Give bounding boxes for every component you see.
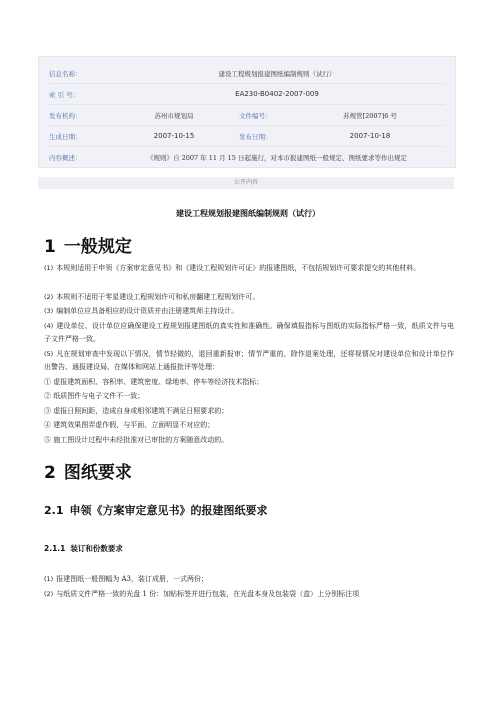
info-row-summary xyxy=(49,147,445,168)
info-card xyxy=(38,56,456,168)
para-marker: (1) xyxy=(44,575,54,583)
para-marker: (1) xyxy=(44,264,54,272)
info-pub-value: 2007-10-18 xyxy=(295,126,445,147)
para-text: 凡在规划审查中发现以下情况，情节轻微的，退回重新报审；情节严重的，除作退案处理，还将视情况对建设单位和设计单位作出警告、通报建设局、在媒体和网站上通报批评等处理： xyxy=(44,350,454,371)
s211-para-2 xyxy=(44,588,454,601)
s1-item-2: ② 纸质图件与电子文件不一致； xyxy=(44,392,145,400)
document-title: 建设工程规划报建图纸编制规则（试行） xyxy=(176,208,320,218)
para-marker: (4) xyxy=(44,322,54,330)
info-docno-label: 文件编号： xyxy=(239,105,295,126)
s1-item-1: ① 虚报建筑面积、容积率、建筑密度、绿地率、停车等经济技术指标； xyxy=(44,378,264,386)
para-text: 本规则不适用于零星建设工程规划许可和私房翻建工程规划许可。 xyxy=(56,293,260,301)
info-row-dates xyxy=(49,126,445,147)
info-org-label: 发布机构： xyxy=(49,105,109,126)
para-text: 报建图纸一般图幅为 A3，装订成册，一式两份； xyxy=(56,575,208,583)
section-2-1-number: 2.1 xyxy=(44,504,64,517)
section-2-title: 图纸要求 xyxy=(63,463,132,483)
info-table xyxy=(49,63,445,167)
info-row-name xyxy=(49,63,445,84)
section-2-1-1-title: 装订和份数要求 xyxy=(70,544,123,553)
para-text: 本规则适用于申领《方案审定意见书》和《建设工程规划许可证》的报建图纸，不包括规划许可要求提交的其他材料。 xyxy=(56,264,421,272)
info-row-org xyxy=(49,105,445,126)
para-marker: (2) xyxy=(44,590,54,598)
section-2-number: 2 xyxy=(44,463,56,483)
s1-para-1 xyxy=(44,262,454,275)
s1-item-4: ④ 建筑效果图弄虚作假，与平面、立面明显不对应的； xyxy=(44,421,215,429)
para-marker: (2) xyxy=(44,293,54,301)
public-content-bar: 公开内容 xyxy=(38,177,454,189)
section-2-1-heading xyxy=(44,502,268,518)
info-summary-value: 《规则》自 2007 年 11 月 15 日起施行，对本市报建图纸一般规定、图纸要求等作出规定 xyxy=(147,153,407,162)
section-1-title: 一般规定 xyxy=(63,237,132,257)
section-2-1-1-heading xyxy=(44,543,123,554)
info-name-label: 信息名称： xyxy=(49,63,109,84)
info-index-value: EA230-B0402-2007-009 xyxy=(109,84,445,105)
info-row-index xyxy=(49,84,445,105)
s1-para-5 xyxy=(44,348,454,374)
para-text: 与纸质文件严格一致的光盘 1 份：加贴标签并进行包装，在光盘本身及包装袋（盒）上分别标注项 xyxy=(56,590,360,598)
s1-item-5: ⑤ 施工图设计过程中未经批准对已审批的方案随意改动的。 xyxy=(44,436,229,444)
s1-para-3 xyxy=(44,305,454,318)
info-created-value: 2007-10-15 xyxy=(109,126,239,147)
info-created-label: 生成日期： xyxy=(49,126,109,147)
info-name-value: 建设工程规划报建图纸编制规则（试行） xyxy=(109,63,445,84)
s1-item-3: ③ 虚报日照间距，造成自身或相邻建筑不满足日照要求的； xyxy=(44,407,229,415)
section-1-number: 1 xyxy=(44,237,56,257)
para-text: 编制单位应具备相应的设计资质并由注册建筑师主持设计。 xyxy=(56,307,239,315)
info-docno-value: 苏规管[2007]6 号 xyxy=(295,105,445,126)
info-summary-label: 内容概述： xyxy=(49,153,82,162)
info-org-value: 苏州市规划局 xyxy=(109,105,239,126)
section-2-heading xyxy=(44,458,132,483)
section-2-1-title: 申领《方案审定意见书》的报建图纸要求 xyxy=(69,504,268,517)
para-marker: (5) xyxy=(44,350,54,358)
section-2-1-1-number: 2.1.1 xyxy=(44,544,66,553)
para-marker: (3) xyxy=(44,307,54,315)
info-pub-label: 发布日期： xyxy=(239,126,295,147)
s211-para-1 xyxy=(44,573,454,586)
section-1-heading xyxy=(44,232,132,257)
para-text: 建设单位、设计单位应确保建设工程规划报建图纸的真实性和准确性。确保填报指标与图纸的实际指标严格一致，纸质文件与电子文件严格一致。 xyxy=(44,322,454,343)
s1-para-4 xyxy=(44,320,454,346)
s1-para-2 xyxy=(44,291,454,304)
info-index-label: 索 引 号： xyxy=(49,84,109,105)
